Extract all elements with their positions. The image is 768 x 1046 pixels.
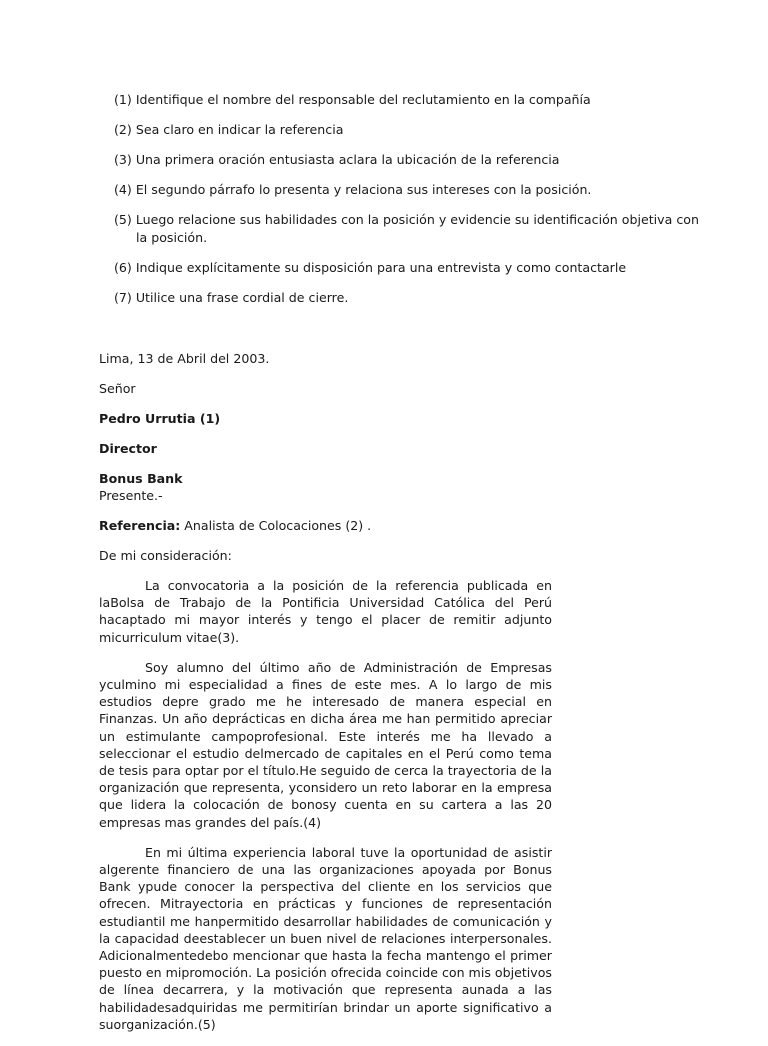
company-name: Bonus Bank <box>99 471 183 486</box>
letter-date: Lima, 13 de Abril del 2003. <box>99 351 270 366</box>
letter-paragraph: Soy alumno del último año de Administración de Empresas yculmino mi especialidad a fines de este mes. A lo largo de mis estudios depre grado me he interesado de manera especial en Finanzas. Un año deprácticas en dicha área me han permitido apreciar un estimulante campoprofesional. Este interés me ha llevado a seleccionar el estudio delmercado de capitales en el Perú como tema de tesis para optar por el título.He seguido de cerca la trayectoria de la organización que representa, yconsidero un reto laborar en la empresa que lidera la colocación de bonosy cuenta en su cartera a las 20 empresas mas grandes del país.(4) <box>99 659 552 830</box>
reference-value: Analista de Colocaciones (2) . <box>180 518 372 533</box>
instruction-item: (2) Sea claro en indicar la referencia <box>114 122 344 137</box>
reference-label: Referencia: <box>99 518 181 533</box>
reference-line <box>99 517 552 534</box>
presente-line: Presente.- <box>99 488 163 503</box>
instruction-item: (7) Utilice una frase cordial de cierre. <box>114 290 349 305</box>
instruction-item: (5) Luego relacione sus habilidades con la posición y evidencie su identificación objetiva con la posición. <box>114 212 699 245</box>
salutation-title: Señor <box>99 381 136 396</box>
greeting: De mi consideración: <box>99 548 232 563</box>
cover-letter <box>99 350 552 1046</box>
instruction-item: (6) Indique explícitamente su disposición para una entrevista y como contactarle <box>114 260 627 275</box>
instruction-item: (4) El segundo párrafo lo presenta y relaciona sus intereses con la posición. <box>114 182 592 197</box>
instructions-list <box>114 91 704 319</box>
letter-paragraph: La convocatoria a la posición de la referencia publicada en laBolsa de Trabajo de la Pontificia Universidad Católica del Perú hacaptado mi mayor interés y tengo el placer de remitir adjunto micurriculum vitae(3). <box>99 578 552 645</box>
recipient-name: Pedro Urrutia (1) <box>99 411 221 426</box>
letter-paragraph: En mi última experiencia laboral tuve la oportunidad de asistir algerente financiero de una las organizaciones apoyada por Bonus Bank ypude conocer la perspectiva del cliente en los servicios que ofrecen. Mitrayectoria en prácticas y funciones de representación estudiantil me hanpermitido desarrollar habilidades de comunicación y la capacidad deestablecer un buen nivel de relaciones interpersonales. Adicionalmentedebo mencionar que hasta la fecha mantengo el primer puesto en mipromoción. La posición ofrecida coincide con mis objetivos de línea decarrera, y la motivación que representa aunada a las habilidadesadquiridas me permitirían brindar un aporte significativo a suorganización.(5) <box>99 844 552 1032</box>
instruction-item: (1) Identifique el nombre del responsable del reclutamiento en la compañía <box>114 92 591 107</box>
recipient-position: Director <box>99 441 157 456</box>
instruction-item: (3) Una primera oración entusiasta aclara la ubicación de la referencia <box>114 152 560 167</box>
